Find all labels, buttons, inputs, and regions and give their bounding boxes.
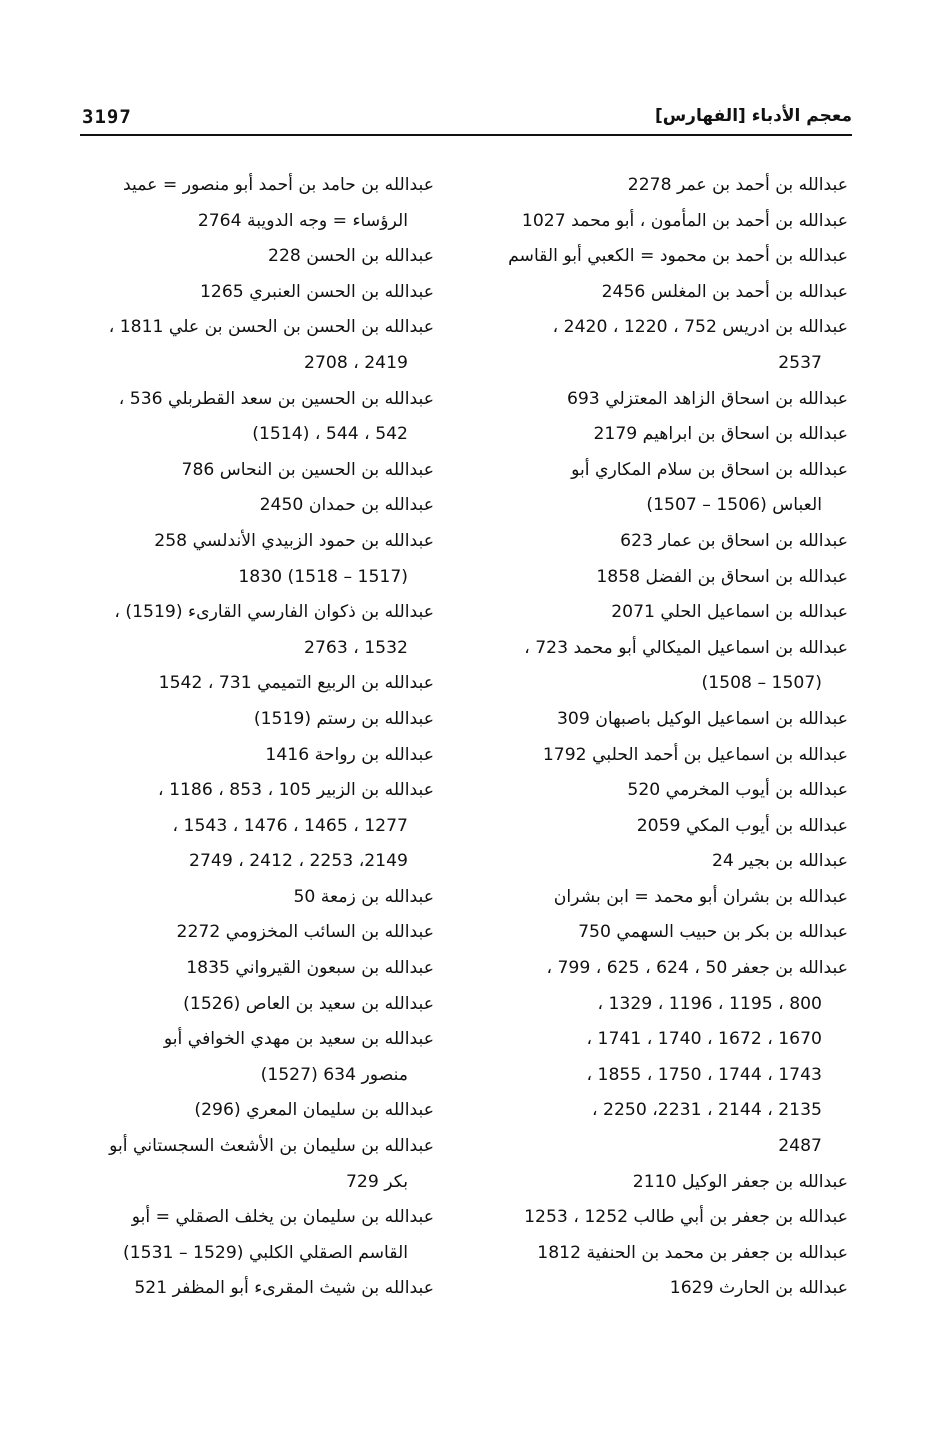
index-entry: عبدالله بن اسحاق بن الفضل 1858 (596, 566, 848, 587)
index-entry: عبدالله بن أحمد بن عمر 2278 (627, 175, 848, 195)
index-entry: عبدالله بن أحمد بن المغلس 2456 (601, 281, 848, 302)
page-header (82, 106, 852, 132)
index-entry: عبدالله بن أيوب المكي 2059 (636, 815, 848, 836)
index-entry: عبدالله بن ادريس 752 ، 1220 ، 2420 ، (552, 317, 848, 338)
index-entry-continuation: بكر 729 (345, 1171, 408, 1192)
index-entry: عبدالله بن سبعون القيرواني 1835 (186, 958, 434, 979)
index-entry: عبدالله بن اسحاق الزاهد المعتزلي 693 (566, 388, 848, 409)
index-entry-continuation: 800 ، 1195 ، 1196 ، 1329 ، (597, 993, 822, 1014)
index-entry-continuation: 2487 (778, 1136, 822, 1157)
index-entry-continuation: 2149، 2253 ، 2412 ، 2749 (189, 851, 408, 872)
header-rule (80, 134, 852, 136)
index-entry: عبدالله بن اسماعيل الوكيل باصبهان 309 (556, 708, 848, 729)
index-entry: عبدالله بن رستم (1519) (253, 708, 434, 729)
index-entry-continuation: 2537 (778, 352, 822, 373)
index-entry: عبدالله بن زمعة 50 (293, 886, 434, 907)
index-entry: عبدالله بن حامد بن أحمد أبو منصور = عميد (123, 175, 434, 195)
index-entry: عبدالله بن سليمان بن الأشعث السجستاني أبو (109, 1136, 434, 1157)
index-entry-continuation: 1670 ، 1672 ، 1740 ، 1741 ، (586, 1029, 822, 1050)
index-entry: عبدالله بن اسحاق بن عمار 623 (620, 530, 848, 551)
index-entry-continuation: (1517 – 1518) 1830 (238, 566, 408, 587)
index-entry-continuation: 1532 ، 2763 (304, 637, 408, 658)
index-entry: عبدالله بن رواحة 1416 (265, 744, 434, 765)
index-entry: عبدالله بن الحارث 1629 (669, 1278, 848, 1299)
index-entry: عبدالله بن حمدان 2450 (259, 495, 434, 516)
index-entry: عبدالله بن أحمد بن محمود = الكعبي أبو القاسم (508, 246, 848, 267)
index-column-left (80, 168, 434, 1307)
index-entry-continuation: 1743 ، 1744 ، 1750 ، 1855 ، (586, 1064, 822, 1085)
page-number: 3197 (82, 106, 132, 128)
index-entry: عبدالله بن أيوب المخرمي 520 (627, 780, 848, 801)
index-entry-continuation: 1277 ، 1465 ، 1476 ، 1543 ، (172, 815, 408, 836)
index-entry: عبدالله بن جعفر بن محمد بن الحنفية 1812 (537, 1242, 848, 1263)
index-entry-continuation: 2135 ، 2144 ، 2231، 2250 ، (592, 1100, 822, 1121)
index-entry: عبدالله بن السائب المخزومي 2272 (176, 922, 434, 943)
index-entry: عبدالله بن الحسن 228 (268, 246, 434, 267)
index-entry-continuation: 542 ، 544 ، (1514) (252, 424, 408, 445)
index-entry: عبدالله بن الحسن بن الحسن بن علي 1811 ، (108, 317, 434, 338)
index-entry: عبدالله بن بكر بن حبيب السهمي 750 (578, 922, 848, 943)
index-entry: عبدالله بن الزبير 105 ، 853 ، 1186 ، (158, 780, 434, 801)
index-entry: عبدالله بن اسماعيل الحلي 2071 (611, 602, 848, 623)
index-entry: عبدالله بن الحسين بن سعد القطربلي 536 ، (118, 388, 434, 409)
index-entry-continuation: القاسم الصقلي الكلبي (1529 – 1531) (123, 1242, 408, 1263)
index-entry: عبدالله بن الربيع التميمي 731 ، 1542 (158, 673, 434, 694)
index-entry: عبدالله بن اسحاق بن سلام المكاري أبو (571, 459, 848, 480)
running-title: معجم الأدباء [الفهارس] (654, 106, 852, 126)
index-entry: عبدالله بن بشران أبو محمد = ابن بشران (553, 886, 848, 907)
index-entry: عبدالله بن الحسن العنبري 1265 (200, 281, 434, 302)
index-entry: عبدالله بن سعيد بن العاص (1526) (183, 993, 434, 1014)
index-entry: عبدالله بن جعفر الوكيل 2110 (632, 1171, 848, 1192)
index-entry-continuation: الرؤساء = وجه الدويبة 2764 (197, 210, 408, 231)
index-entry: عبدالله بن حمود الزبيدي الأندلسي 258 (154, 530, 434, 551)
index-entry: عبدالله بن سعيد بن مهدي الخوافي أبو (163, 1029, 434, 1050)
index-column-right (496, 168, 848, 1307)
index-entry: عبدالله بن اسحاق بن ابراهيم 2179 (593, 424, 848, 445)
index-entry-continuation: (1507 – 1508) (701, 673, 822, 694)
index-entry: عبدالله بن الحسين بن النحاس 786 (181, 459, 434, 480)
index-entry: عبدالله بن اسماعيل بن أحمد الحلبي 1792 (542, 744, 848, 765)
index-entry-continuation: العباس (1506 – 1507) (646, 495, 822, 516)
index-entry: عبدالله بن جعفر 50 ، 624 ، 625 ، 799 ، (546, 958, 848, 979)
index-entry-continuation: 2419 ، 2708 (304, 352, 408, 373)
index-entry: عبدالله بن اسماعيل الميكالي أبو محمد 723 ، (524, 637, 848, 658)
index-entry: عبدالله بن شيث المقرىء أبو المظفر 521 (134, 1278, 434, 1299)
index-entry: عبدالله بن جعفر بن أبي طالب 1252 ، 1253 (524, 1207, 848, 1228)
index-entry: عبدالله بن أحمد بن المأمون ، أبو محمد 1027 (521, 210, 848, 231)
index-entry: عبدالله بن ذكوان الفارسي القارىء (1519) ، (114, 602, 434, 623)
index-entry: عبدالله بن سليمان المعري (296) (194, 1100, 434, 1121)
index-entry: عبدالله بن سليمان بن يخلف الصقلي = أبو (131, 1207, 434, 1228)
index-entry: عبدالله بن بجير 24 (711, 851, 848, 872)
index-entry-continuation: منصور 634 (1527) (260, 1064, 408, 1085)
